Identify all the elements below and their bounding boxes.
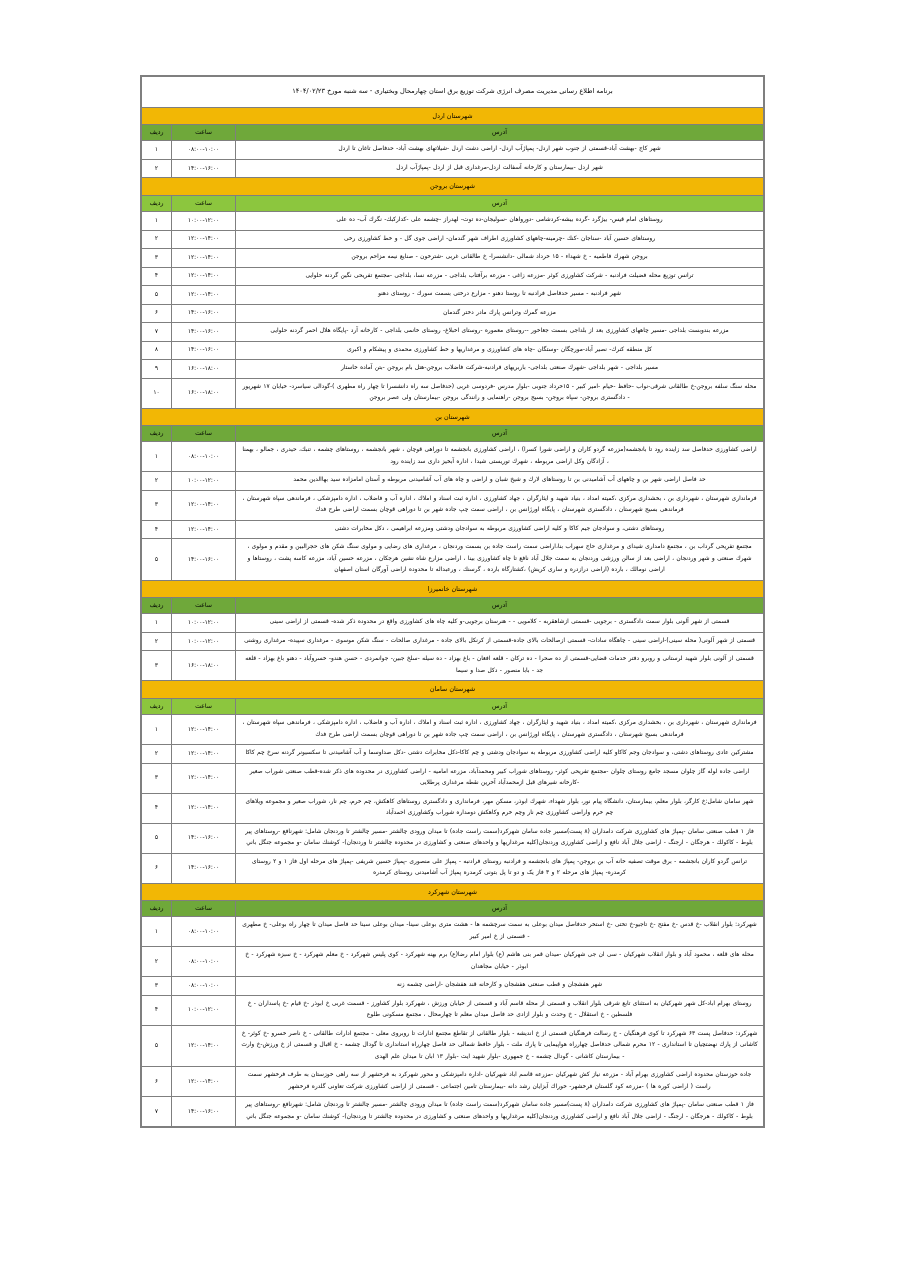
section-header-1: شهرستان بروجن [142,178,764,195]
column-header-row [142,598,764,614]
cell-row-number: ۱ [142,141,172,160]
cell-row-number: ۶ [142,853,172,883]
cell-time: ۱۲:۰۰-۱۴:۰۰ [172,1025,236,1067]
cell-time: ۱۰:۰۰-۱۲:۰۰ [172,995,236,1025]
cell-address: مزرعه بندوبست بلداجی -مسیر چاههای کشاورزی بعد از بلداجی بسمت جغاخور --روستای معموره -روستای اخبلاغ- روستای خانمی بلداجی - کارخانه آرد -پایگاه هلال احمر گردنه حلوایی [236,323,764,342]
cell-address: مزرعه گمرك وترانس پارك مادر دختر گندمان [236,304,764,323]
cell-address: قسمتی از شهر آلونی بلوار سمت دادگستری - برجویی -قسمتی ازشاهقربه - كلامويى - - هنرستان برجویی-و کلیه چاه های کشاورزی واقع در محدوده ذکر شده- قسمتی از اراضی سینی [236,614,764,633]
cell-time: ۱۴:۰۰-۱۶:۰۰ [172,341,236,360]
cell-address: مسیر بلداجی - شهر بلداجی -شهرك صنعتی بلداجی- باربریهای فرادنبه-شرکت فاضلاب بروجن-هتل بام بروجن -بتن آماده خاستار [236,360,764,379]
cell-row-number: ۹ [142,360,172,379]
cell-address: شهر کاج -بهشت آباد-قسمتی از جنوب شهر اردل- پمپاژآب اردل- اراضی دشت اردل -شیلاتهای بهشت آباد- حدفاصل تاغان تا اردل [236,141,764,160]
cell-row-number: ۱ [142,917,172,947]
table-row [142,745,764,764]
section-header-2: شهرستان بن [142,408,764,425]
table-row [142,520,764,539]
section-header-row [142,178,764,195]
cell-time: ۰۸:۰۰-۱۰:۰۰ [172,977,236,996]
section-header-row [142,408,764,425]
cell-time: ۱۶:۰۰-۱۸:۰۰ [172,360,236,379]
column-header-address: آدرس [236,900,764,916]
document-title-row [142,77,764,108]
column-header-time: ساعت [172,195,236,211]
cell-row-number: ۴ [142,995,172,1025]
table-row [142,614,764,633]
cell-time: ۱۲:۰۰-۱۴:۰۰ [172,286,236,305]
cell-time: ۱۲:۰۰-۱۴:۰۰ [172,520,236,539]
cell-time: ۱۶:۰۰-۱۸:۰۰ [172,651,236,681]
cell-row-number: ۶ [142,304,172,323]
cell-row-number: ۷ [142,1097,172,1127]
column-header-address: آدرس [236,195,764,211]
section-header-row [142,681,764,698]
column-header-address: آدرس [236,698,764,714]
cell-time: ۱۰:۰۰-۱۲:۰۰ [172,614,236,633]
cell-address: فرمانداری شهرستان ، شهرداری بن ، بخشداری مرکزی ،کمیته امداد ، بنیاد شهید و ایثارگران ، جهاد کشاورزی ، اداره ثبت اسناد و املاك ، اداره آب و فاضلاب ، اداره دامپزشکی ، فرماندهی سپاه شهرستان ، فرماندهی بسیج شهرستان ، دادگستری شهرستان ، پایگاه اورژانس بن ، اراضی سمت چپ جاده شهر بن تا دوراهی قوچان بسمت اراضی طرح فدك [236,715,764,745]
cell-time: ۰۸:۰۰-۱۰:۰۰ [172,947,236,977]
cell-time: ۰۸:۰۰-۱۰:۰۰ [172,917,236,947]
cell-address: ترانس توزیع محله فضیلت فرادنبه - شرکت کشاورزی کوثر -مزرعه زاغی - مزرعه برآفتاب بلداجی - مزرعه نسا، بلداجی -مجتمع تفریحی نگین گردنه حلوایی [236,267,764,286]
column-header-row [142,425,764,441]
table-row [142,995,764,1025]
column-header-address: آدرس [236,125,764,141]
table-row [142,378,764,408]
table-row [142,323,764,342]
table-row [142,763,764,793]
section-header-3: شهرستان خانمیرزا [142,580,764,597]
cell-time: ۱۰:۰۰-۱۲:۰۰ [172,472,236,491]
column-header-address: آدرس [236,598,764,614]
cell-row-number: ۲ [142,632,172,651]
section-header-4: شهرستان سامان [142,681,764,698]
table-row [142,249,764,268]
column-header-row-number: ردیف [142,598,172,614]
page-title: برنامه اطلاع رسانی مدیریت مصرف انرژی شرکت توزیع برق استان چهارمحال وبختیاری - سه شنبه مورخ ۱۴۰۴/۰۲/۲۳ [142,77,764,108]
cell-row-number: ۱ [142,442,172,472]
cell-address: جاده خوزستان محدوده اراضی کشاورزی بهرام آباد - مزرعه نیاز كش شهرکیان -مزرعه قاسم اباد شهرکیان -اداره دامپزشکی و محور شهرکرد به فرخشهر از سه راهی خوزستان به طرف فرخشهر سمت راست ( اراضی کوره ها ) -مزرعه کود گلستان فرخشهر- خوراك آبزایان رشد دانه -بیمارستان تامین اجتماعی - قسمتی از اراضی کشاورزی شرکت تعاونی گلدره فرخشهر [236,1067,764,1097]
table-row [142,442,764,472]
cell-address: محله سنگ سلفه بروجن-خ طالقانی شرقی-نواب -حافظ -خیام -امیر کبیر - ۱۵خرداد جنوبی -بلوار مدرس -فردوسی غربی (حدفاصل سه راه دانشسرا تا چهار راه مطهری )-گودالی سیاسرد- خیابان ۱۷ شهریور - دادگستری بروجن- سپاه بروجن- بسیج بروجن -راهنمایی و رانندگی بروجن -بیمارستان ولی عصر بروجن [236,378,764,408]
cell-row-number: ۳ [142,490,172,520]
table-row [142,141,764,160]
column-header-row-number: ردیف [142,425,172,441]
section-header-5: شهرستان شهرکرد [142,883,764,900]
cell-address: فاز ۱ قطب صنعتی سامان -پمپاژ های کشاورزی شرکت دامداران (۸ پست)مسیر جاده سامان شهرکرد(سمت راست جاده) تا میدان ورودی چالشتر -مسیر چالشتر تا وردنجان شامل: شهرنافع -روستاهای پیر بلوط - كاكولك - هرجگان - ارجنگ - اراضی جلال آباد نافع و اراضی کشاورزی وردنجان(کلیه مرغداریها و واحدهای صنعتی و کشاورزی در محدوده چالشتر تا وردنجان)- كوشنك سامان -و مجموعه جنگل باني [236,1097,764,1127]
cell-time: ۱۶:۰۰-۱۸:۰۰ [172,378,236,408]
cell-row-number: ۶ [142,1067,172,1097]
cell-time: ۱۲:۰۰-۱۴:۰۰ [172,490,236,520]
cell-time: ۱۴:۰۰-۱۶:۰۰ [172,159,236,178]
table-row [142,539,764,581]
cell-address: روستای بهرام اباد-كل شهر شهرکیان به استثنای تابع شرقی بلوار انقلاب و قسمتی از محله قاسم آباد و قسمتی از خیابان ورزش ، شهرکرد بلوار کشاورز - قسمت غربی خ ابوذر -خ قیام -خ پاسداران - خ فلسطین - خ استقلال - خ وحدت و بلوار ازادی حد فاصل میدان معلم تا چهارمحال ، مجتمع مسکونی طلوع [236,995,764,1025]
cell-row-number: ۲ [142,472,172,491]
cell-time: ۱۲:۰۰-۱۴:۰۰ [172,793,236,823]
table-row [142,159,764,178]
cell-address: روستاهای امام قیس- بیژگرد -گرده بیشه-کردشامی -دورواهان -سولیجان-ده توت- لهدراز -چشمه علی -کداركبك- نگرك آب- ده علی [236,211,764,230]
table-row [142,490,764,520]
cell-address: اراضی کشاورزی حدفاصل سد زاینده رود تا بانجشمه(مزرعه گردو کاران و اراضی شورا کسرا) ، اراضی کشاورزی بانجشمه تا دوراهی قوچان ، شهر بانجشمه ، روستاهای چشمه ، تنبك، حیدری ، جمالو ، بهمنا ، آزادگان وكل اراضی مربوطه ، شهرك توریستی شیدا ، اداره آبخیز داری سد زاینده رود [236,442,764,472]
cell-address: قسمتی از شهر آلونی( محله سینی)-اراضی سینی - چاهگاه سادات- قسمتی ازصالحات بالای جاده-قسمتی از كرنكل بالای جاده - مرغداری صالحات - سنگ شكن موسوی - مرغداری سپیده- مرغداری روشنی [236,632,764,651]
table-row [142,304,764,323]
table-row [142,230,764,249]
outage-schedule-sheet [140,75,765,1128]
cell-row-number: ۲ [142,230,172,249]
table-row [142,632,764,651]
cell-row-number: ۲ [142,745,172,764]
column-header-row [142,125,764,141]
cell-row-number: ۳ [142,249,172,268]
table-body [142,77,764,1127]
cell-row-number: ۵ [142,286,172,305]
cell-row-number: ۴ [142,793,172,823]
column-header-row-number: ردیف [142,698,172,714]
section-header-row [142,883,764,900]
table-row [142,341,764,360]
cell-time: ۱۲:۰۰-۱۴:۰۰ [172,267,236,286]
cell-address: مجتمع تفریحی گرداب بن ، مجتمع دامداری شیدای و مرغداری حاج سهراب بنا،اراضی سمت راست جاده بن بسمت وردنجان ، مرغداری های رضایی و مولوی سنگ شکن های حجرالبین و مقدم و مولوی ، شهرك صنعتی و شهر وردنجان ، اراضی بعد از سالن ورزشی وردنجان به سمت جلال آباد نافع تا چاه کشاورزی بینا ، اراضی مزارع شاه نشین هرجکان ، مزرعه حسین آباد، مزرعه کاسه پشت ، روستاها و اراضی نومالك ، بارده (اراضی درازدره و ساری كریش) ،كشتارگاه بارده ، گرسنك ، ورعبداله تا محدوده اراضی آورگان استان اصفهان [236,539,764,581]
cell-time: ۰۸:۰۰-۱۰:۰۰ [172,141,236,160]
cell-address: شهرکرد: بلوار انقلاب -خ قدس -خ مفتح -خ تاجیو-خ تختی -خ استخر حدفاصل میدان بوعلی به سمت سرچشمه ها - هشت متری بوعلی سینا- میدان بوعلی سینا حد فاصل میدان تا چهار راه بوعلی- خ مطهری - قسمتی از خ امیر کبیر [236,917,764,947]
cell-row-number: ۴ [142,520,172,539]
cell-time: ۱۴:۰۰-۱۶:۰۰ [172,1097,236,1127]
cell-address: روستاهای دشتی، و سوادجان جیم كاكا و کلیه اراضی کشاورزی مربوطه به سوادجان ودشتی ومزرعه ابراهیمی ، دكل مخابرات دشتی [236,520,764,539]
cell-row-number: ۴ [142,267,172,286]
cell-time: ۱۴:۰۰-۱۶:۰۰ [172,304,236,323]
table-row [142,947,764,977]
cell-address: کل منطقه کنرك- نصیر آباد-مورچگان -وستگان -چاه های کشاورزی و مرغداریها و خط کشاورزی محمدی و پیشکام و اکبری [236,341,764,360]
column-header-row [142,698,764,714]
cell-address: شهر هفشجان و قطب صنعتی هفشجان و کارخانه قند هفشجان -اراضی چشمه زنه [236,977,764,996]
cell-address: بروجن شهرك فاطميه - خ شهداء - ۱۵ خرداد شمالی -دانشسرا- خ طالقانی غربی -شترخون - صنایع نیمه مزاحم بروجن [236,249,764,268]
column-header-row-number: ردیف [142,900,172,916]
cell-row-number: ۵ [142,1025,172,1067]
cell-address: قسمتی از آلونی بلوار شهید لرستانی و روبرو دفتر خدمات قضایی-قسمتی از ده صحرا - ده تركان - قلعه افغان - باغ بهزاد - ده سیله -سلخ جبین- جوانمردی - حسن هندو- خسروآباد - دهنو باغ بهزاد - قلعه جد - بابا منصور - دكل صدا و سیما [236,651,764,681]
cell-row-number: ۲ [142,947,172,977]
column-header-time: ساعت [172,698,236,714]
cell-time: ۰۸:۰۰-۱۰:۰۰ [172,442,236,472]
cell-time: ۱۴:۰۰-۱۶:۰۰ [172,539,236,581]
cell-time: ۱۲:۰۰-۱۴:۰۰ [172,249,236,268]
cell-row-number: ۸ [142,341,172,360]
table-row [142,1097,764,1127]
table-row [142,286,764,305]
cell-address: شهر اردل -بیمارستان و کارخانه آسفالت اردل-مرغداری قبل از اردل -پمپاژآب اردل [236,159,764,178]
outage-schedule-table [141,76,764,1127]
cell-time: ۱۰:۰۰-۱۲:۰۰ [172,632,236,651]
section-header-row [142,580,764,597]
cell-address: محله های قلعه ، محمود آباد و بلوار انقلاب شهرکیان - سی ان جی شهرکیان -میدان قمر بنی هاشم (ع) بلوار امام رضا(ع) برم بهنه شهرکرد - كوی پلیس شهرکرد - خ معلم شهرکرد - خ سبزه شهرکرد - خ ابوذر - خیابان مجاهدان [236,947,764,977]
cell-row-number: ۳ [142,651,172,681]
cell-row-number: ۱ [142,614,172,633]
cell-time: ۱۴:۰۰-۱۶:۰۰ [172,853,236,883]
column-header-time: ساعت [172,125,236,141]
cell-address: مشترکین عادی روستاهای دشتی، و سوادجان وجم كاكاو کلیه اراضی کشاورزی مربوطه به سوادجان ودشتی و چم كاكا-دكل مخابرات دشتی -دكل صداوسما و آب آشامیدنی تا سکسیونر گردنه سرخ چم كاكا [236,745,764,764]
column-header-address: آدرس [236,425,764,441]
cell-time: ۱۲:۰۰-۱۴:۰۰ [172,715,236,745]
cell-address: ترانس گردو كاران بانجشمه - برق موقت تصفیه خانه آب بن بروجن- پمپاژ های بانجشمه و فرادنبه روستای فرادنبه - پمپاژ علی منصوری -پمپاژ حسین شریفی -پمپاژ های مرحله اول فاز ۱ و ۲ روستای كرمدره- پمپاژ های مرحله ۲ و ۳ فاز یک و دو تا پل بتونی کرمدره پمپاژ آب آشامیدنی روستای کرمدره [236,853,764,883]
cell-address: شهر سامان شامل:خ كارگر، بلوار معلم، بیمارستان، دانشگاه پیام نور، بلوار شهداء، شهرك ابوذر، مسكن مهر، فرمانداری و دادگستری روستاهای كاهكش، چم خرم، چم نار، شوراب صغیر و مجموعه ویلاهای چم خرم واراضی کشاورزی چم نار وچم خرم وكاهكش دومداره شوراب وكشاورزی احمدآباد [236,793,764,823]
table-row [142,793,764,823]
table-row [142,917,764,947]
table-row [142,211,764,230]
section-header-row [142,107,764,124]
section-header-0: شهرستان اردل [142,107,764,124]
table-row [142,823,764,853]
cell-time: ۱۲:۰۰-۱۴:۰۰ [172,763,236,793]
column-header-row [142,195,764,211]
cell-row-number: ۳ [142,763,172,793]
cell-address: اراضی جاده لوله گاز چلوان مسجد جامع روستای چلوان -مجتمع تفریحی کوثر- روستاهای شوراب کبیر ومحمدآباد، مزرعه امامیه - اراضی کشاورزی در محدوده های ذکر شده-قطب صنعتی شوراب صغیر -کارخانه شیرهای قبل ازمحمدآباد آخرین نقطه مرغداری پرطلایی [236,763,764,793]
column-header-time: ساعت [172,900,236,916]
table-row [142,1067,764,1097]
cell-row-number: ۷ [142,323,172,342]
cell-row-number: ۱ [142,211,172,230]
table-row [142,715,764,745]
cell-address: شهر فرادنبه - مسیر حدفاصل فرادنبه تا روستا دهنو - مزارع درختی بسمت سورك - روستای دهنو [236,286,764,305]
cell-time: ۱۲:۰۰-۱۴:۰۰ [172,230,236,249]
cell-time: ۱۴:۰۰-۱۶:۰۰ [172,323,236,342]
cell-time: ۱۲:۰۰-۱۴:۰۰ [172,1067,236,1097]
cell-address: فاز ۱ قطب صنعتی سامان -پمپاژ های کشاورزی شرکت دامداران (۸ پست)مسیر جاده سامان شهرکرد(سمت راست جاده) تا میدان ورودی چالشتر -مسیر چالشتر تا وردنجان شامل: شهرنافع -روستاهای پیر بلوط - كاكولك - هرجگان - ارجنگ - اراضی جلال آباد نافع و اراضی کشاورزی وردنجان(کلیه مرغداریها و واحدهای صنعتی و کشاورزی در محدوده چالشتر تا وردنجان)- كوشنك سامان -و مجموعه جنگل باني [236,823,764,853]
table-row [142,267,764,286]
cell-address: روستاهای حسین آباد -سناجان -كنك -چرمينه-چاههای کشاورزی اطراف شهر گندمان- اراضی جوی گل - و خط کشاورزی رخی [236,230,764,249]
table-row [142,651,764,681]
table-row [142,853,764,883]
cell-row-number: ۵ [142,539,172,581]
cell-row-number: ۲ [142,159,172,178]
cell-time: ۱۴:۰۰-۱۶:۰۰ [172,823,236,853]
cell-address: شهرکرد: حدفاصل پست ۶۳ شهرکرد تا كوی فرهنگیان - خ رسالت فرهنگیان قسمتی از خ اندیشه - بلوار طالقانی از تقاطع مجتمع ادارات تا روبروی معلی - مجتمع ادارات طالقانی - خ ناصر خسرو -خ کوثر- خ کاشانی از پارك نهضتچیان تا استانداری - ۱۲ محرم شمالی حدفاصل چهارراه هواپیمایی تا پارك ملت - بلوار حافظ شمالی حد فاصل چهارراه استانداری تا گودال چشمه - خ اقبال و قسمتی از خ ورزش-خ وارث - بیمارستان کاشانی - گودال چشمه - خ جمهوری -بلوار شهید ایت -بلوار ۱۳ ابان تا میدان علم الهدی [236,1025,764,1067]
column-header-row [142,900,764,916]
table-row [142,360,764,379]
cell-address: فرمانداری شهرستان ، شهرداری بن ، بخشداری مرکزی ،کمیته امداد ، بنیاد شهید و ایثارگران ، جهاد کشاورزی ، اداره ثبت اسناد و املاك ، اداره آب و فاضلاب ، اداره دامپزشکی ، فرماندهی سپاه شهرستان ، فرماندهی بسیج شهرستان ، دادگستری شهرستان ، پایگاه اورژانس بن ، اراضی سمت چپ جاده شهر بن تا دوراهی قوچان بسمت اراضی طرح فدك [236,490,764,520]
cell-time: ۱۰:۰۰-۱۲:۰۰ [172,211,236,230]
column-header-row-number: ردیف [142,195,172,211]
cell-row-number: ۵ [142,823,172,853]
column-header-time: ساعت [172,425,236,441]
cell-address: حد فاصل اراضی شهر بن و چاههای آب آشامیدنی بن تا روستاهای لارك و شیخ شبان و اراضی و چاه های آب آشامیدنی مربوطه و آستان امامزاده سید بهاالدین محمد [236,472,764,491]
column-header-row-number: ردیف [142,125,172,141]
cell-row-number: ۳ [142,977,172,996]
table-row [142,1025,764,1067]
table-row [142,472,764,491]
cell-row-number: ۱۰ [142,378,172,408]
column-header-time: ساعت [172,598,236,614]
cell-time: ۱۲:۰۰-۱۴:۰۰ [172,745,236,764]
table-row [142,977,764,996]
cell-row-number: ۱ [142,715,172,745]
